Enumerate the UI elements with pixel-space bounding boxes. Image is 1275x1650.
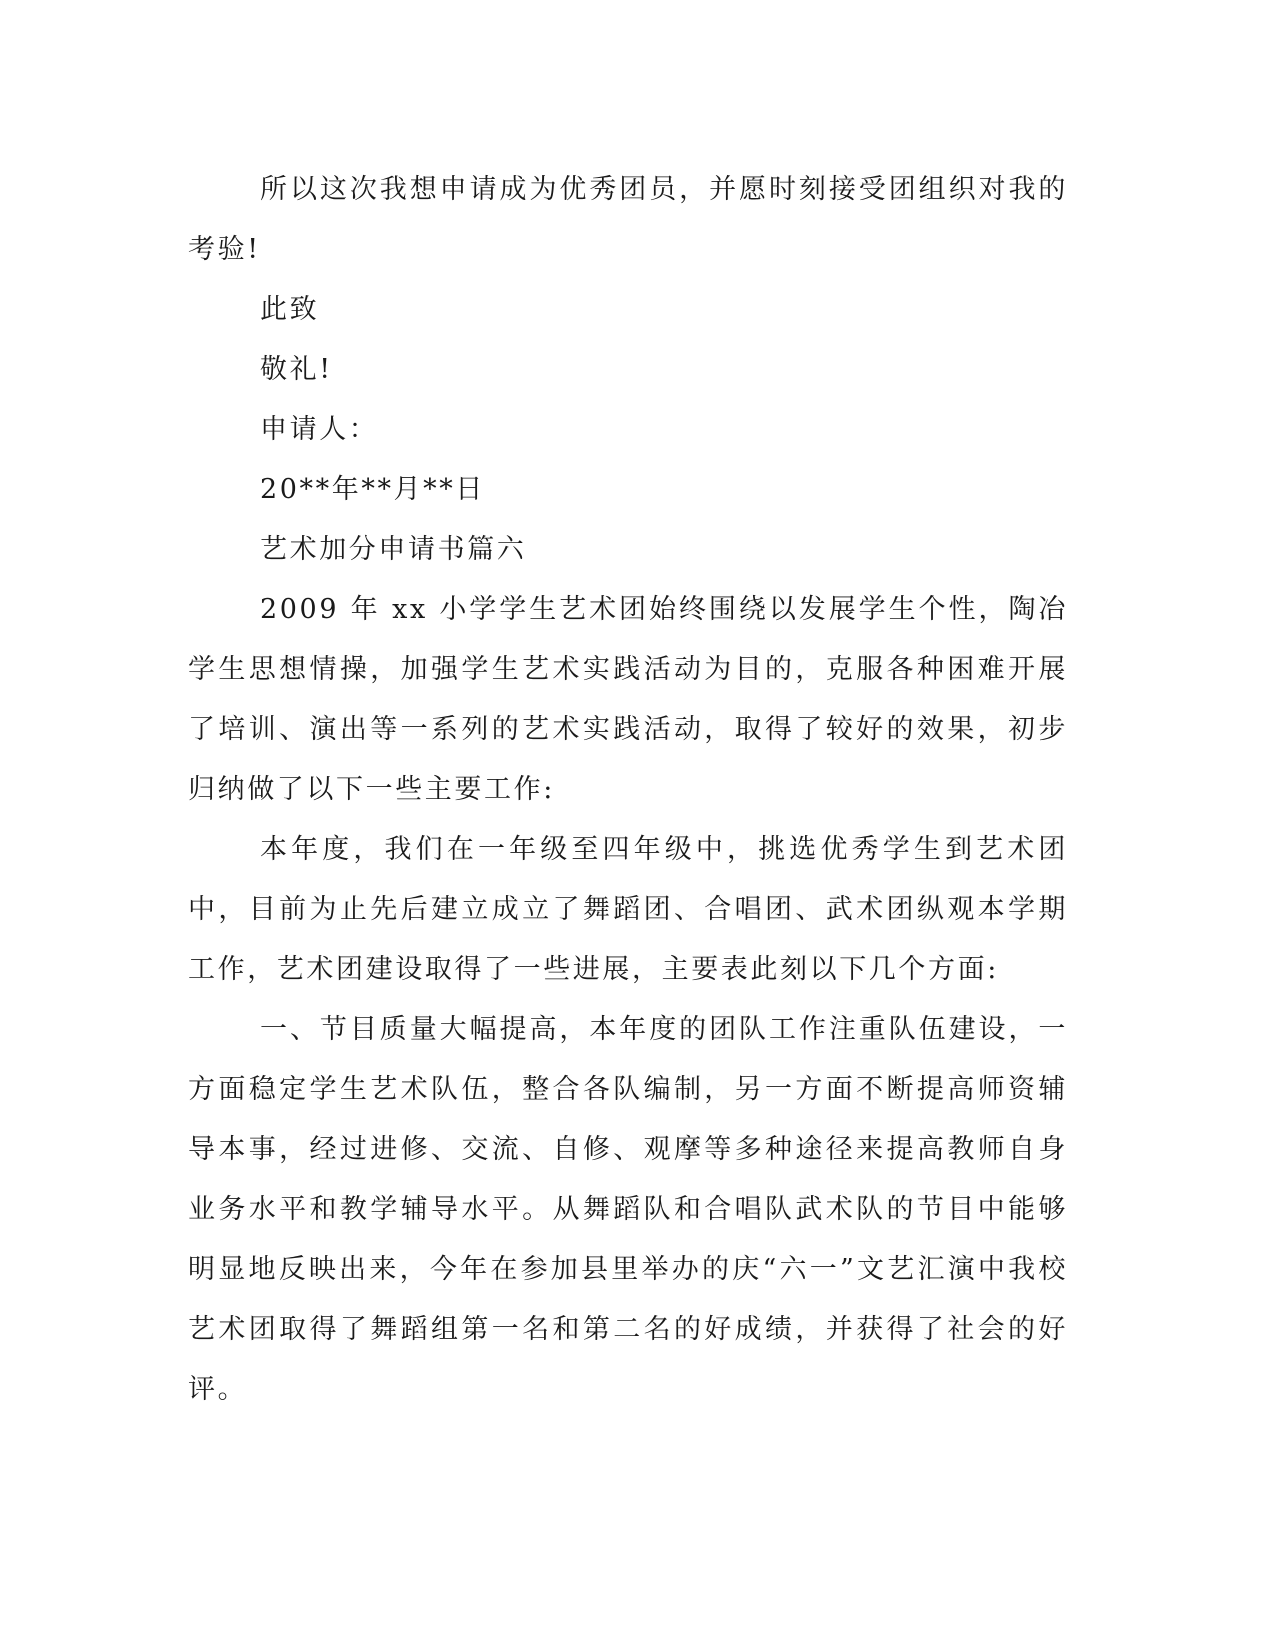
applicant-label: 申请人：	[260, 414, 379, 445]
date-line: 20**年**月**日	[260, 474, 485, 505]
paragraph-year-summary: 本年度，我们在一年级至四年级中，挑选优秀学生到艺术团中，目前为止先后建立成立了舞蹈团、合唱团、武术团纵观本学期工作，艺术团建设取得了一些进展，主要表此刻以下几个方面:	[188, 834, 1068, 985]
paragraph-intro: 2009 年 xx 小学学生艺术团始终围绕以发展学生个性，陶冶学生思想情操，加强学生艺术实践活动为目的，克服各种困难开展了培训、演出等一系列的艺术实践活动，取得了较好的效果，初步归纳做了以下一些主要工作:	[188, 594, 1068, 805]
salutation-cizhi: 此致	[260, 294, 320, 325]
document-body	[188, 160, 1068, 1420]
paragraph-program-quality: 一、节目质量大幅提高，本年度的团队工作注重队伍建设，一方面稳定学生艺术队伍，整合各队编制，另一方面不断提高师资辅导本事，经过进修、交流、自修、观摩等多种途径来提高教师自身业务水平和教学辅导水平。从舞蹈队和合唱队武术队的节目中能够明显地反映出来，今年在参加县里举办的庆“六一”文艺汇演中我校艺术团取得了舞蹈组第一名和第二名的好成绩，并获得了社会的好评。	[188, 1014, 1068, 1405]
paragraph-application-closing: 所以这次我想申请成为优秀团员，并愿时刻接受团组织对我的考验!	[188, 174, 1068, 265]
section-heading: 艺术加分申请书篇六	[260, 534, 527, 565]
salutation-jingli: 敬礼!	[260, 354, 333, 385]
